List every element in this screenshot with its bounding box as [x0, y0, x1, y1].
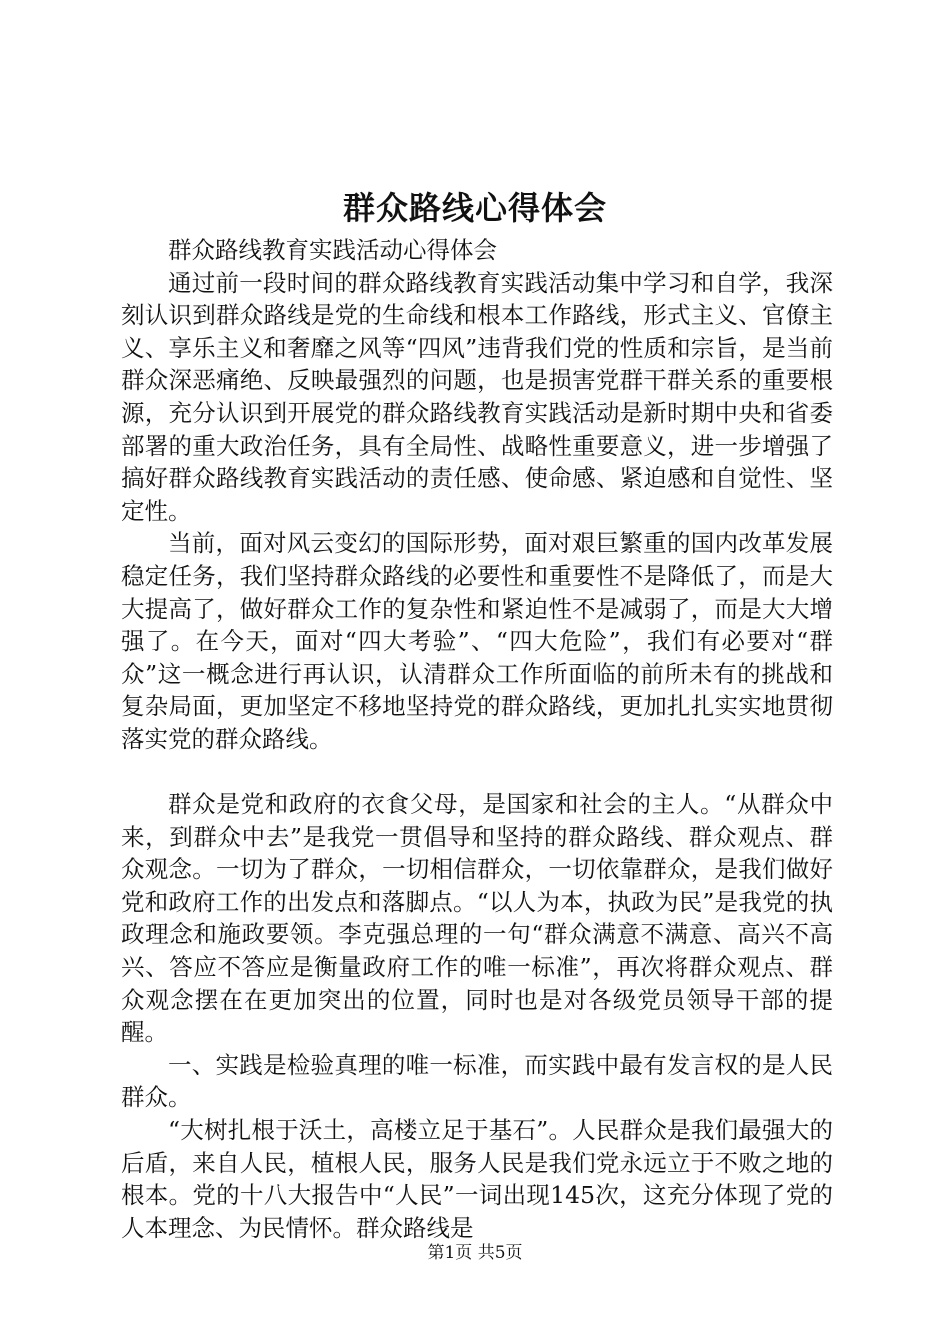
- paragraph-5: “大树扎根于沃土，高楼立足于基石”。人民群众是我们最强大的后盾，来自人民，植根人民，服务人民是我们党永远立于不败之地的根本。党的十八大报告中“人民”一词出现145次，这充分体现了党的人本理念、为民情怀。群众路线是: [121, 1116, 833, 1242]
- paragraph-1: 通过前一段时间的群众路线教育实践活动集中学习和自学，我深刻认识到群众路线是党的生命线和根本工作路线，形式主义、官僚主义、享乐主义和奢靡之风等“四风”违背我们党的性质和宗旨，是当前群众深恶痛绝、反映最强烈的问题，也是损害党群干群关系的重要根源，充分认识到开展党的群众路线教育实践活动是新时期中央和省委部署的重大政治任务，具有全局性、战略性重要意义，进一步增强了搞好群众路线教育实践活动的责任感、使命感、紧迫感和自觉性、坚定性。: [121, 268, 833, 525]
- paragraph-2: 当前，面对风云变幻的国际形势，面对艰巨繁重的国内改革发展稳定任务，我们坚持群众路线的必要性和重要性不是降低了，而是大大提高了，做好群众工作的复杂性和紧迫性不是减弱了，而是大大增强了。在今天，面对“四大考验”、“四大危险”，我们有必要对“群众”这一概念进行再认识，认清群众工作所面临的前所未有的挑战和复杂局面，更加坚定不移地坚持党的群众路线，更加扎扎实实地贯彻落实党的群众路线。: [121, 529, 833, 753]
- paragraph-4-heading: 一、实践是检验真理的唯一标准，而实践中最有发言权的是人民群众。: [121, 1050, 833, 1112]
- paragraph-subtitle: 群众路线教育实践活动心得体会: [168, 236, 497, 264]
- paragraph-3: 群众是党和政府的衣食父母，是国家和社会的主人。“从群众中来，到群众中去”是我党一贯倡导和坚持的群众路线、群众观点、群众观念。一切为了群众，一切相信群众，一切依靠群众，是我们做好党和政府工作的出发点和落脚点。“以人为本，执政为民”是我党的执政理念和施政要领。李克强总理的一句“群众满意不满意、高兴不高兴、答应不答应是衡量政府工作的唯一标准”，再次将群众观点、群众观念摆在在更加突出的位置，同时也是对各级党员领导干部的提醒。: [121, 790, 833, 1047]
- page-number-footer: 第1页 共5页: [427, 1243, 523, 1263]
- document-title: 群众路线心得体会: [342, 189, 607, 227]
- document-body: [121, 234, 833, 1244]
